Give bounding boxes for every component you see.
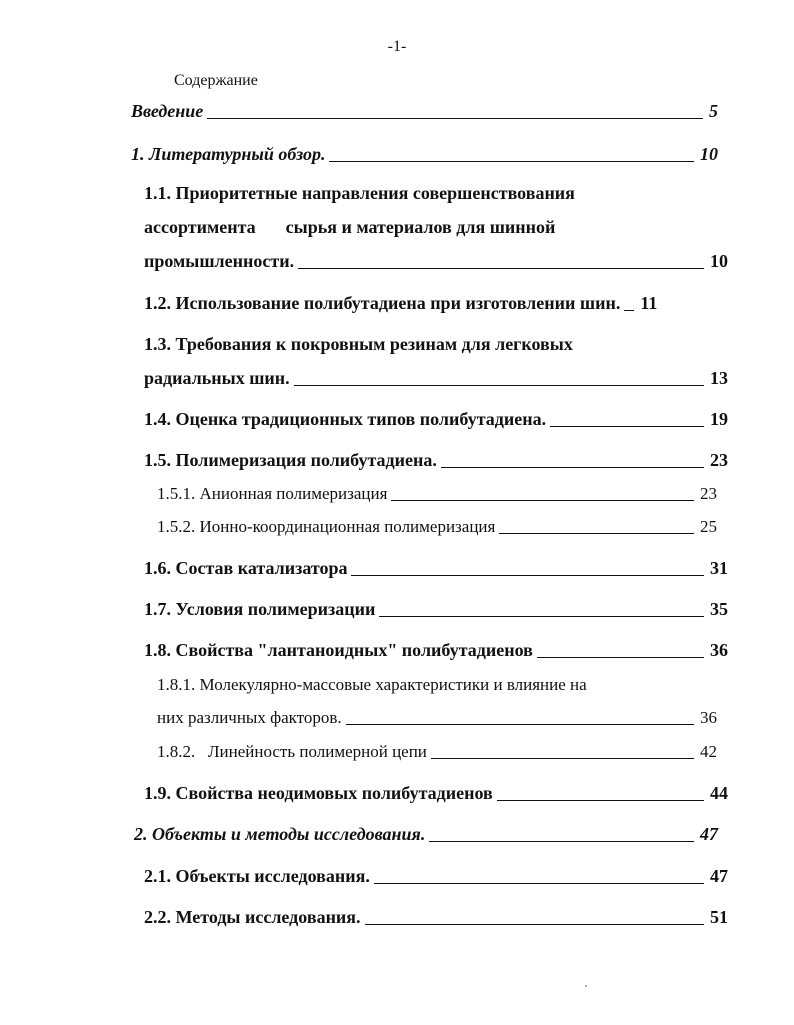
toc-page-number: 5 (709, 101, 718, 121)
toc-entry-1-7[interactable] (144, 600, 728, 618)
toc-entry-1-8[interactable] (144, 641, 728, 659)
leader-line (391, 500, 694, 501)
leader-line (298, 268, 704, 269)
toc-title: Содержание (174, 72, 258, 89)
toc-page-number: 51 (710, 907, 728, 927)
toc-entry-1-9[interactable] (144, 784, 728, 802)
toc-entry-1-3[interactable] (144, 335, 728, 387)
toc-page-number: 36 (710, 640, 728, 660)
toc-entry-label: 1.8.2. Линейность полимерной цепи (157, 742, 427, 761)
toc-entry-label: 1.4. Оценка традиционных типов полибутадиена. (144, 409, 547, 429)
toc-entry-line: 1.1. Приоритетные направления совершенствования (144, 183, 575, 203)
toc-entry-1-1[interactable] (144, 184, 728, 270)
toc-entry-2-1[interactable] (144, 867, 728, 885)
toc-entry-2-2[interactable] (144, 908, 728, 926)
toc-entry-label: Введение (131, 101, 204, 121)
toc-entry-literature-review[interactable] (131, 145, 718, 163)
leader-line (624, 310, 634, 311)
toc-page-number: 23 (700, 484, 717, 503)
toc-entry-label: промышленности. (144, 251, 295, 271)
toc-entry-line: сырья и материалов для шинной (285, 217, 556, 237)
leader-line (351, 575, 704, 576)
toc-entry-1-2[interactable] (144, 294, 728, 312)
toc-entry-label: 1.8. Свойства "лантаноидных" полибутадиенов (144, 640, 533, 660)
toc-page-number: 47 (710, 866, 728, 886)
toc-entry-label: 2.2. Методы исследования. (144, 907, 361, 927)
leader-line (374, 883, 704, 884)
leader-line (346, 724, 694, 725)
toc-page-number: 44 (710, 783, 728, 803)
toc-page-number: 13 (710, 368, 728, 388)
toc-entry-label: 1.6. Состав катализатора (144, 558, 348, 578)
toc-entry-label: 2.1. Объекты исследования. (144, 866, 370, 886)
toc-entry-line: 1.3. Требования к покровным резинам для легковых (144, 334, 573, 354)
leader-line (365, 924, 704, 925)
toc-entry-introduction[interactable] (131, 102, 718, 120)
toc-entry-label: 1.2. Использование полибутадиена при изготовлении шин. (144, 293, 621, 313)
toc-entry-1-6[interactable] (144, 559, 728, 577)
toc-entry-label: 1.7. Условия полимеризации (144, 599, 376, 619)
leader-line (329, 161, 694, 162)
scan-speck (585, 985, 587, 987)
toc-entry-objects-methods[interactable] (134, 825, 718, 843)
toc-entry-line: ассортимента (144, 217, 256, 237)
toc-page-number: 10 (700, 144, 718, 164)
page-number: -1- (387, 38, 407, 55)
toc-entry-1-5-1[interactable] (157, 485, 717, 502)
leader-line (497, 800, 704, 801)
leader-line (294, 385, 704, 386)
toc-page-number: 35 (710, 599, 728, 619)
toc-entry-label: 1.5. Полимеризация полибутадиена. (144, 450, 437, 470)
toc-entry-label: 1.5.2. Ионно-координационная полимеризация (157, 517, 496, 536)
toc-entry-label: 1.9. Свойства неодимовых полибутадиенов (144, 783, 493, 803)
toc-page-number: 42 (700, 742, 717, 761)
toc-entry-1-5-2[interactable] (157, 518, 717, 535)
leader-line (207, 118, 703, 119)
toc-page-number: 19 (710, 409, 728, 429)
toc-page-number: 11 (640, 293, 658, 313)
leader-line (379, 616, 704, 617)
leader-line (499, 533, 694, 534)
leader-line (431, 758, 694, 759)
toc-page-number: 47 (700, 824, 718, 844)
toc-page-number: 25 (700, 517, 717, 536)
toc-entry-label: радиальных шин. (144, 368, 290, 388)
toc-entry-line: 1.8.1. Молекулярно-массовые характеристики и влияние на (157, 675, 587, 694)
toc-page-number: 23 (710, 450, 728, 470)
toc-page-number: 31 (710, 558, 728, 578)
toc-entry-1-5[interactable] (144, 451, 728, 469)
toc-entry-1-8-1[interactable] (157, 676, 717, 726)
leader-line (537, 657, 704, 658)
toc-entry-label: 2. Объекты и методы исследования. (134, 824, 426, 844)
toc-entry-label: 1. Литературный обзор. (131, 144, 326, 164)
toc-entry-1-4[interactable] (144, 410, 728, 428)
toc-page-number: 10 (710, 251, 728, 271)
toc-entry-label: них различных факторов. (157, 708, 342, 727)
leader-line (429, 841, 694, 842)
toc-entry-label: 1.5.1. Анионная полимеризация (157, 484, 388, 503)
leader-line (550, 426, 704, 427)
toc-entry-1-8-2[interactable] (157, 743, 717, 760)
toc-page-number: 36 (700, 708, 717, 727)
leader-line (441, 467, 704, 468)
